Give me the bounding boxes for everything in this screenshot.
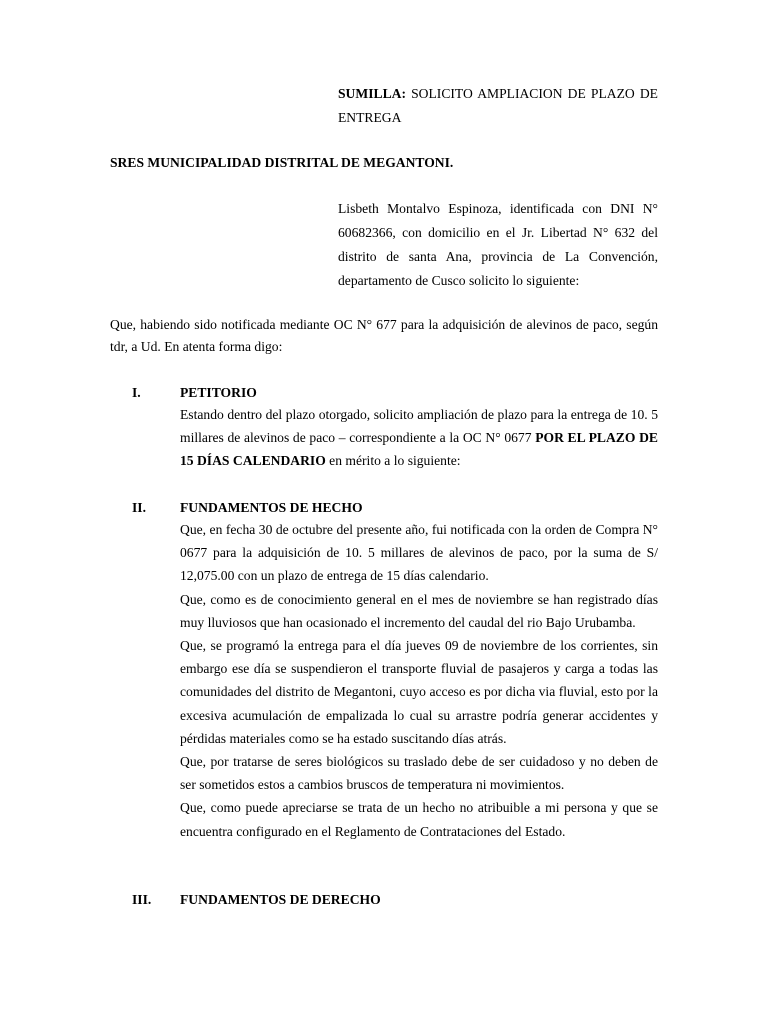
paragraph: Que, se programó la entrega para el día jueves 09 de noviembre de los corrientes, sin embargo ese día se suspendieron el transporte fluvial de pasajeros y carga a todas las comunidades del distrito de Megantoni, cuyo acceso es por dicha via fluvial, esto por la excesiva acumulación de empalizada lo cual su arrastre podría generar accidentes y pérdidas materiales como se ha estado suscitando días atrás. [180,638,658,746]
sumilla-block [338,82,658,130]
paragraph: Que, como es de conocimiento general en el mes de noviembre se han registrado días muy lluviosos que han ocasionado el incremento del caudal del rio Bajo Urubamba. [180,591,658,630]
section-title: FUNDAMENTOS DE HECHO [180,500,363,515]
section-number: III. [132,892,152,907]
section-title: PETITORIO [180,385,257,400]
section-number: II. [132,500,146,515]
petitorio-text-bold: POR EL PLAZO DE 15 DÍAS CALENDARIO [180,430,658,469]
paragraph: Que, por tratarse de seres biológicos su traslado debe de ser cuidadoso y no deben de ser sometidos estos a cambios bruscos de temperatura ni movimientos. [180,754,658,793]
intro-paragraph: Que, habiendo sido notificada mediante OC N° 677 para la adquisición de alevinos de paco, según tdr, a Ud. En atenta forma digo: [110,317,658,354]
section-body [180,518,658,843]
identity-paragraph: Lisbeth Montalvo Espinoza, identificada con DNI N° 60682366, con domicilio en el Jr. Libertad N° 632 del distrito de santa Ana, provincia de La Convención, departamento de Cusco solicito lo siguiente: [338,201,658,288]
section-number: I. [132,385,141,400]
addressee: SRES MUNICIPALIDAD DISTRITAL DE MEGANTONI. [110,155,454,170]
sumilla-text: SOLICITO AMPLIACION DE PLAZO DE ENTREGA [338,86,658,125]
petitorio-text-start: Estando dentro del plazo otorgado, solicito ampliación de plazo para la entrega de 10. 5 millares de alevinos de paco – correspondiente a la OC N° 0677 [180,407,658,446]
sumilla-label: SUMILLA: [338,86,406,101]
paragraph: Que, como puede apreciarse se trata de un hecho no atribuible a mi persona y que se encuentra configurado en el Reglamento de Contrataciones del Estado. [180,800,658,839]
section-title: FUNDAMENTOS DE DERECHO [180,892,381,907]
section-body [180,403,658,473]
petitorio-text-end: en mérito a lo siguiente: [325,453,461,469]
paragraph: Que, en fecha 30 de octubre del presente año, fui notificada con la orden de Compra N° 0677 para la adquisición de 10. 5 millares de alevinos de paco, por la suma de S/ 12,075.00 con un plazo de entrega de 15 días calendario. [180,522,658,584]
